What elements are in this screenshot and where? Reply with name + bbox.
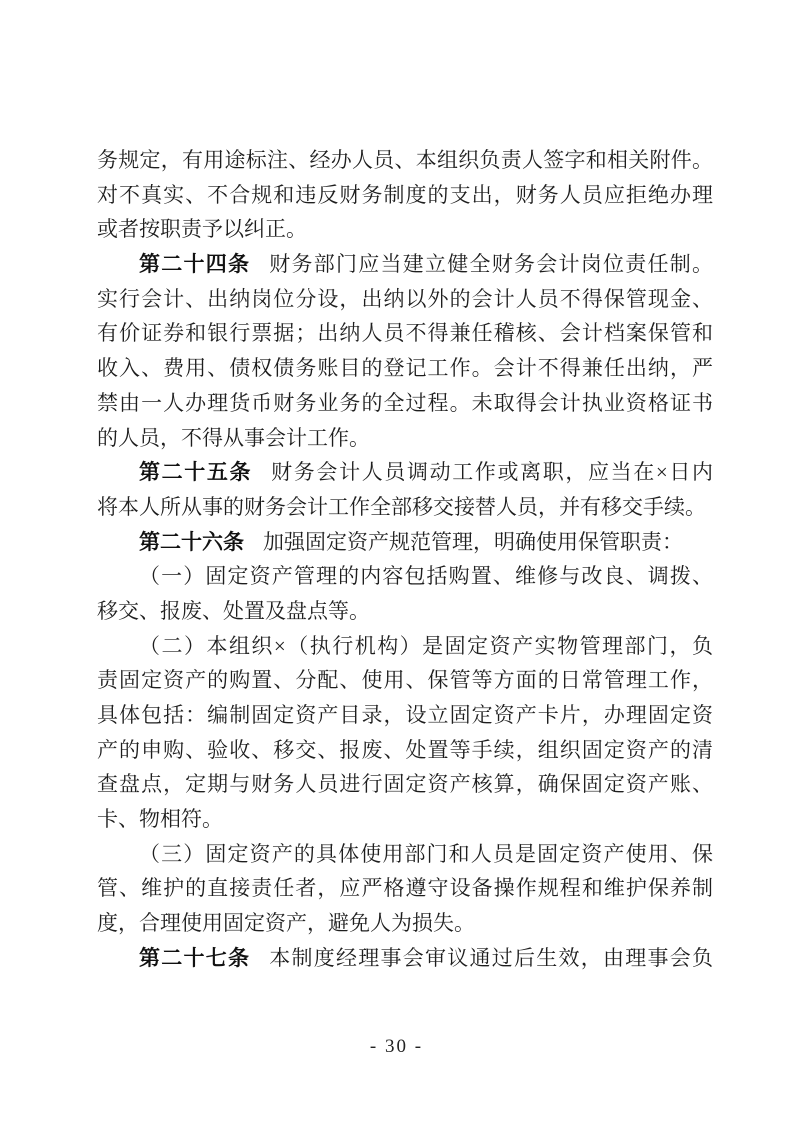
body-line: 有价证券和银行票据；出纳人员不得兼任稽核、会计档案保管和 bbox=[97, 321, 713, 346]
body-line: 务规定，有用途标注、经办人员、本组织负责人签字和相关附件。 bbox=[97, 148, 713, 172]
article-27-number: 第二十七条 bbox=[139, 945, 251, 970]
article-25-text: 财务会计人员调动工作或离职，应当在×日内 bbox=[271, 460, 713, 485]
article-27-text: 本制度经理事会审议通过后生效，由理事会负 bbox=[269, 945, 713, 970]
body-line: 查盘点，定期与财务人员进行固定资产核算，确保固定资产账、 bbox=[97, 772, 713, 797]
page-number: - 30 - bbox=[369, 1036, 424, 1057]
article-25-number: 第二十五条 bbox=[139, 460, 253, 485]
body-line: 管、维护的直接责任者，应严格遵守设备操作规程和维护保养制 bbox=[97, 876, 713, 901]
article-24-number: 第二十四条 bbox=[139, 252, 251, 277]
article-27-line bbox=[97, 941, 713, 976]
clause-1-line: （一）固定资产管理的内容包括购置、维修与改良、调拨、 bbox=[139, 564, 713, 589]
clause-3-line: （三）固定资产的具体使用部门和人员是固定资产使用、保 bbox=[139, 841, 713, 866]
article-26-number: 第二十六条 bbox=[139, 529, 244, 554]
article-25-line bbox=[97, 455, 713, 490]
article-26-text: 加强固定资产规范管理，明确使用保管职责： bbox=[263, 529, 683, 554]
body-line: 产的申购、验收、移交、报废、处置等手续，组织固定资产的清 bbox=[97, 737, 713, 762]
article-24-line bbox=[97, 247, 713, 282]
article-24-text: 财务部门应当建立健全财务会计岗位责任制。 bbox=[269, 252, 713, 277]
body-line: 卡、物相符。 bbox=[97, 807, 223, 832]
body-line: 移交、报废、处置及盘点等。 bbox=[97, 598, 370, 623]
body-line: 对不真实、不合规和违反财务制度的支出，财务人员应拒绝办理 bbox=[97, 182, 713, 207]
body-line: 将本人所从事的财务会计工作全部移交接替人员，并有移交手续。 bbox=[97, 494, 706, 519]
body-line: 具体包括：编制固定资产目录，设立固定资产卡片，办理固定资 bbox=[97, 703, 713, 727]
document-body bbox=[97, 143, 713, 976]
body-line: 禁由一人办理货币财务业务的全过程。未取得会计执业资格证书 bbox=[97, 390, 713, 415]
body-line: 实行会计、出纳岗位分设，出纳以外的会计人员不得保管现金、 bbox=[97, 286, 713, 311]
clause-2-line: （二）本组织×（执行机构）是固定资产实物管理部门，负 bbox=[139, 633, 713, 658]
body-line: 责固定资产的购置、分配、使用、保管等方面的日常管理工作， bbox=[97, 668, 713, 693]
body-line: 度，合理使用固定资产，避免人为损失。 bbox=[97, 911, 475, 936]
body-line: 或者按职责予以纠正。 bbox=[97, 217, 307, 242]
article-26-line bbox=[97, 525, 713, 560]
body-line: 的人员，不得从事会计工作。 bbox=[97, 425, 370, 450]
body-line: 收入、费用、债权债务账目的登记工作。会计不得兼任出纳，严 bbox=[97, 356, 713, 381]
